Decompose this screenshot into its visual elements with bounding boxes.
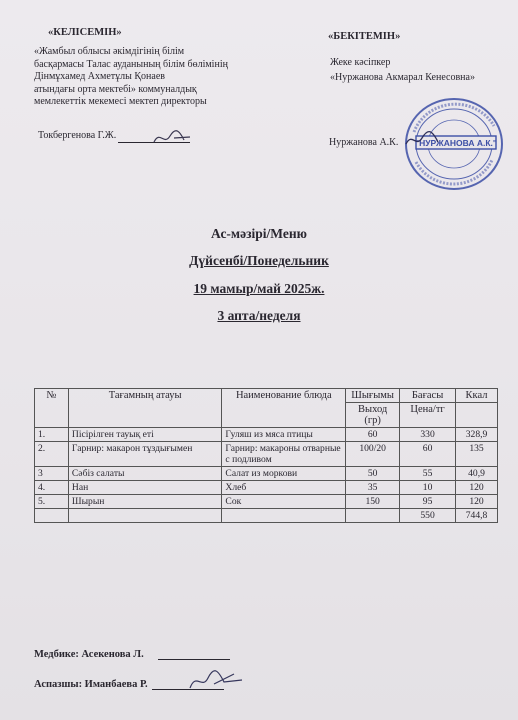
stamp-name: "НУРЖАНОВА А.К." <box>415 138 497 148</box>
menu-week <box>0 308 518 324</box>
cell-price: 95 <box>400 495 456 509</box>
header-name-ru: Наименование блюда <box>222 389 346 428</box>
cell-output: 35 <box>346 481 400 495</box>
header-price-ru: Цена/тг <box>400 403 456 428</box>
approval-right-title: «БЕКІТЕМІН» <box>328 31 401 42</box>
cell-name-kz: Сәбіз салаты <box>68 467 222 481</box>
cell-price: 60 <box>400 442 456 467</box>
table-row <box>35 442 498 467</box>
table-row <box>35 481 498 495</box>
header-kcal: Ккал <box>456 389 498 403</box>
cell-name-ru: Салат из моркови <box>222 467 346 481</box>
total-kcal: 744,8 <box>456 509 498 523</box>
footer-nurse-row <box>34 649 230 660</box>
menu-date-text: 19 мамыр/май 2025ж. <box>193 281 325 296</box>
table-row <box>35 428 498 442</box>
cell-name-ru: Хлеб <box>222 481 346 495</box>
approval-right-line: «Нуржанова Акмарал Кенесовна» <box>330 71 475 83</box>
cell-num: 2. <box>35 442 69 467</box>
table-row <box>35 495 498 509</box>
footer-nurse: Медбике: Асекенова Л. <box>34 649 144 660</box>
cell-kcal: 328,9 <box>456 428 498 442</box>
header-name-kz: Тағамның атауы <box>68 389 222 428</box>
signature-scribble-icon <box>404 128 440 150</box>
cell-name-kz: Шырын <box>68 495 222 509</box>
table-header-row <box>35 389 498 403</box>
cell-num: 4. <box>35 481 69 495</box>
approval-left-signer: Токбергенова Г.Ж. <box>38 130 117 141</box>
cell-kcal: 120 <box>456 481 498 495</box>
footer-cook: Аспазшы: Иманбаева Р. <box>34 679 148 690</box>
cell-empty <box>35 509 69 523</box>
cell-output: 50 <box>346 467 400 481</box>
table-row <box>35 467 498 481</box>
cell-empty <box>222 509 346 523</box>
signature-line <box>158 649 230 660</box>
cell-num: 5. <box>35 495 69 509</box>
menu-day <box>0 253 518 269</box>
approval-left-line: басқармасы Талас ауданының білім бөлімінің <box>34 58 228 70</box>
cell-price: 330 <box>400 428 456 442</box>
cell-name-ru: Гуляш из мяса птицы <box>222 428 346 442</box>
cell-kcal: 120 <box>456 495 498 509</box>
approval-right-text <box>330 57 475 84</box>
menu-week-text: 3 апта/неделя <box>217 308 301 323</box>
cell-num: 1. <box>35 428 69 442</box>
approval-left-line: Дінмұхамед Ахметұлы Қонаев <box>34 71 165 82</box>
cell-output: 150 <box>346 495 400 509</box>
approval-right-signer: Нуржанова А.К. <box>329 137 399 148</box>
approval-right-line: Жеке кәсіпкер <box>330 57 391 68</box>
menu-day-text: Дүйсенбі/Понедельник <box>189 253 329 268</box>
cell-num: 3 <box>35 467 69 481</box>
approval-left-text <box>34 46 294 109</box>
cell-kcal: 135 <box>456 442 498 467</box>
table-total-row <box>35 509 498 523</box>
header-num: № <box>35 389 69 428</box>
approval-left-line: атындағы орта мектебі» коммуналдық <box>34 83 197 95</box>
cell-empty <box>346 509 400 523</box>
cell-name-ru: Гарнир: макароны отварные с подливом <box>222 442 346 467</box>
menu-date <box>0 281 518 297</box>
menu-title: Ас-мәзірі/Меню <box>211 226 307 241</box>
cell-empty <box>68 509 222 523</box>
header-empty <box>456 403 498 428</box>
total-price: 550 <box>400 509 456 523</box>
signature-scribble-icon <box>184 668 246 694</box>
cell-output: 60 <box>346 428 400 442</box>
approval-left-title: «КЕЛІСЕМІН» <box>48 27 122 38</box>
cell-name-ru: Сок <box>222 495 346 509</box>
menu-table <box>34 388 498 523</box>
cell-name-kz: Нан <box>68 481 222 495</box>
approval-left-line: мемлекеттік мекемесі мектеп директоры <box>34 96 207 107</box>
cell-output: 100/20 <box>346 442 400 467</box>
header-output-ru: Выход (гр) <box>346 403 400 428</box>
approval-left-line: «Жамбыл облысы әкімдігінің білім <box>34 46 185 57</box>
cell-price: 55 <box>400 467 456 481</box>
signature-scribble-icon <box>150 128 194 148</box>
cell-kcal: 40,9 <box>456 467 498 481</box>
cell-price: 10 <box>400 481 456 495</box>
header-price-kz: Бағасы <box>400 389 456 403</box>
cell-name-kz: Гарнир: макарон тұздығымен <box>68 442 222 467</box>
header-output-kz: Шығымы <box>346 389 400 403</box>
cell-name-kz: Пісірілген тауық еті <box>68 428 222 442</box>
